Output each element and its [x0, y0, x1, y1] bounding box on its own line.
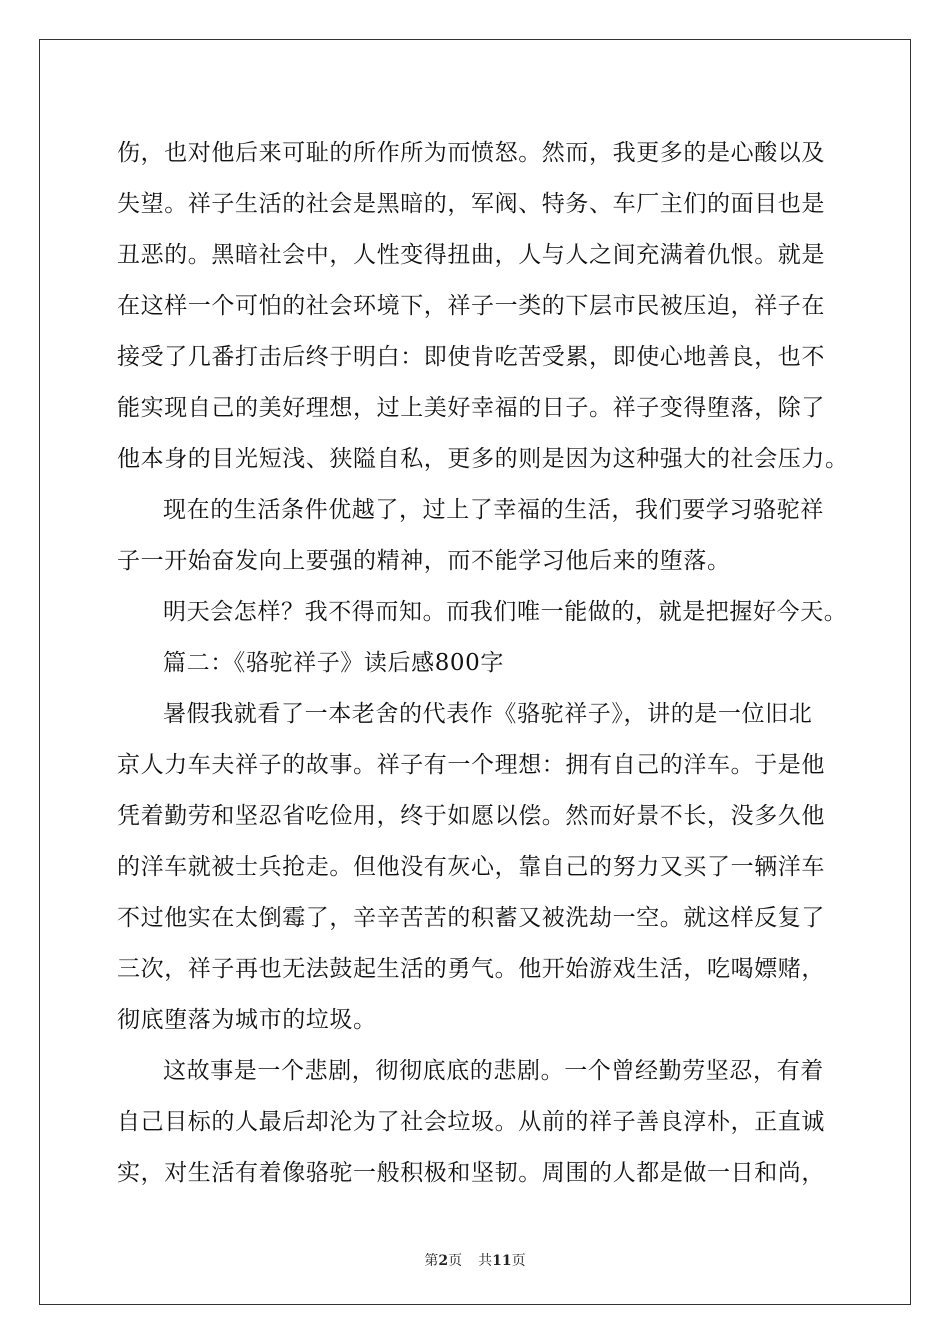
text-line: 接受了几番打击后终于明白：即使肯吃苦受累，即使心地善良，也不 — [117, 344, 825, 370]
paragraph-first-line: 明天会怎样？我不得而知。而我们唯一能做的，就是把握好今天。 — [163, 599, 848, 625]
paragraph-first-line: 这故事是一个悲剧，彻彻底底的悲剧。一个曾经勤劳坚忍，有着 — [163, 1058, 824, 1084]
text-line: 失望。祥子生活的社会是黑暗的，军阀、特务、车厂主们的面目也是 — [117, 191, 825, 217]
section-heading: 篇二：《骆驼祥子》读后感800字 — [163, 650, 504, 676]
total-suffix: 页 — [511, 1253, 526, 1269]
page-suffix: 页 — [448, 1253, 463, 1269]
text-line: 在这样一个可怕的社会环境下，祥子一类的下层市民被压迫，祥子在 — [117, 293, 825, 319]
text-line: 能实现自己的美好理想，过上美好幸福的日子。祥子变得堕落，除了 — [117, 395, 825, 421]
total-page-number: 11 — [492, 1253, 512, 1269]
paragraph-first-line: 暑假我就看了一本老舍的代表作《骆驼祥子》，讲的是一位旧北 — [163, 701, 813, 727]
text-line: 京人力车夫祥子的故事。祥子有一个理想：拥有自己的洋车。于是他 — [117, 752, 825, 778]
text-line: 不过他实在太倒霉了，辛辛苦苦的积蓄又被洗劫一空。就这样反复了 — [117, 905, 825, 931]
text-line: 凭着勤劳和坚忍省吃俭用，终于如愿以偿。然而好景不长，没多久他 — [117, 803, 825, 829]
text-line: 子一开始奋发向上要强的精神，而不能学习他后来的堕落。 — [117, 548, 731, 574]
text-line: 实，对生活有着像骆驼一般积极和坚韧。周围的人都是做一日和尚， — [117, 1160, 825, 1186]
text-line: 彻底堕落为城市的垃圾。 — [117, 1007, 377, 1033]
page-footer — [0, 1250, 950, 1270]
text-line: 三次，祥子再也无法鼓起生活的勇气。他开始游戏生活，吃喝嫖赌， — [117, 956, 825, 982]
text-line: 丑恶的。黑暗社会中，人性变得扭曲，人与人之间充满着仇恨。就是 — [117, 242, 825, 268]
text-line: 伤，也对他后来可耻的所作所为而愤怒。然而，我更多的是心酸以及 — [117, 140, 825, 166]
paragraph-first-line: 现在的生活条件优越了，过上了幸福的生活，我们要学习骆驼祥 — [163, 497, 824, 523]
text-line: 的洋车就被士兵抢走。但他没有灰心，靠自己的努力又买了一辆洋车 — [117, 854, 825, 880]
total-prefix: 共 — [478, 1253, 493, 1269]
document-body — [117, 128, 849, 1199]
text-line: 他本身的目光短浅、狭隘自私，更多的则是因为这种强大的社会压力。 — [117, 446, 849, 472]
page-prefix: 第 — [424, 1253, 439, 1269]
text-line: 自己目标的人最后却沦为了社会垃圾。从前的祥子善良淳朴，正直诚 — [117, 1109, 825, 1135]
current-page-number: 2 — [438, 1253, 449, 1269]
